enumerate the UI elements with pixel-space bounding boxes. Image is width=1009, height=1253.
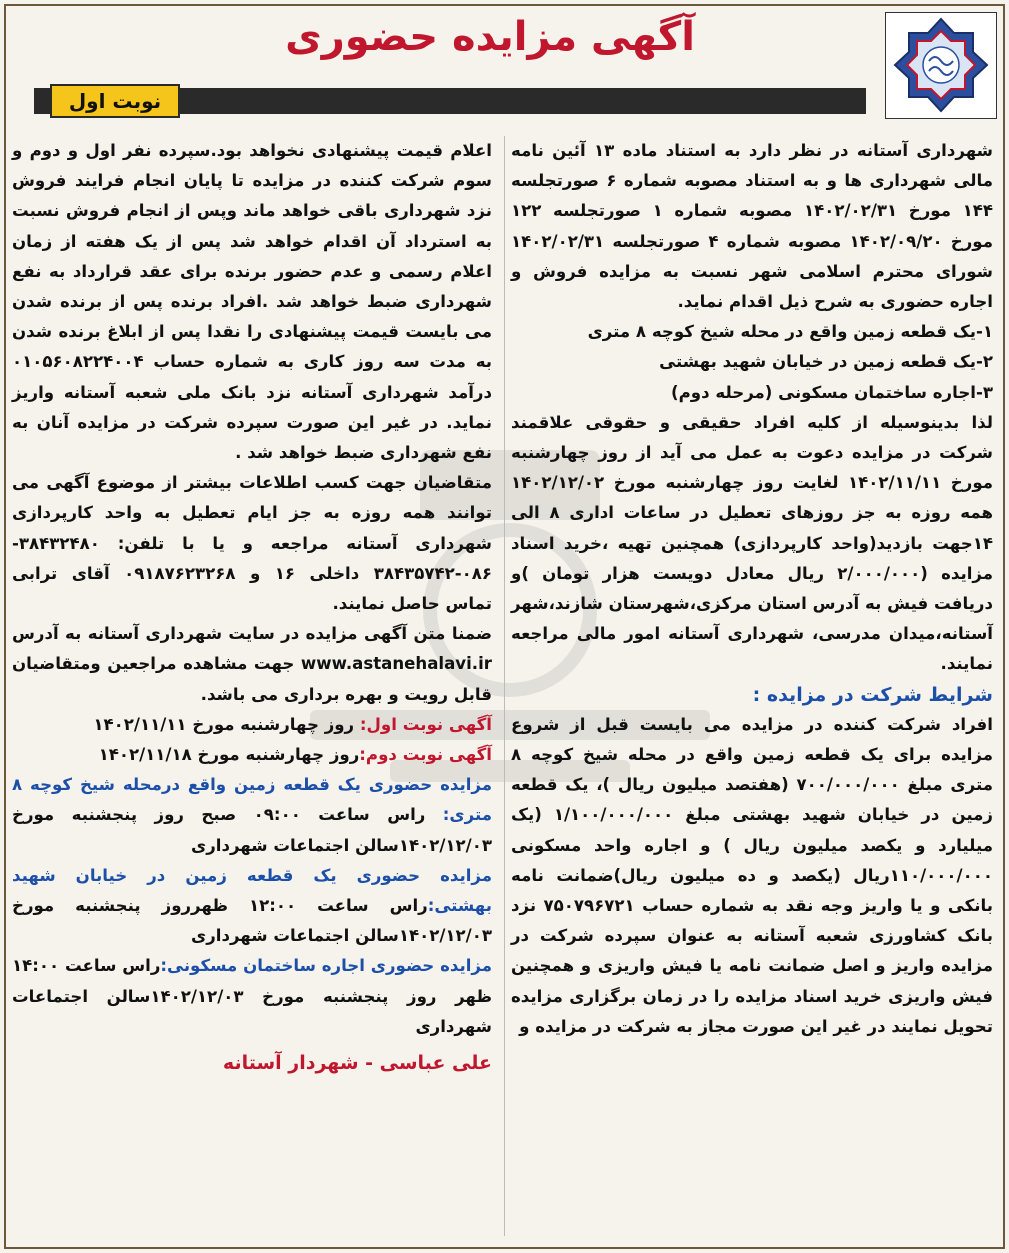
contact-paragraph: متقاضیان جهت کسب اطلاعات بیشتر از موضوع آگهی می توانند همه روزه به جز ایام تعطیل به واحد کارپردازی شهرداری آستانه مراجعه و یا با تلفن: ۳۸۴۳۲۴۸۰- ۰۸۶-۳۸۴۳۵۷۴۲ داخلی ۱۶ و ۰۹۱۸۷۶۲۳۲۶۸ آقای ترابی تماس حاصل نمایند. — [12, 473, 492, 614]
auction-schedule-2-text: راس ساعت ۱۲:۰۰ ظهرروز پنجشنبه مورخ ۱۴۰۲/۱۲/۰۳سالن اجتماعات شهرداری — [12, 896, 492, 946]
notice-first-line — [12, 710, 492, 740]
auction-schedule-3-label: مزایده حضوری اجاره ساختمان مسکونی: — [160, 956, 492, 976]
auction-item-3: ۳-اجاره ساختمان مسکونی (مرحله دوم) — [671, 382, 993, 402]
auction-item-1: ۱-یک قطعه زمین واقع در محله شیخ کوچه ۸ متری — [587, 322, 993, 342]
website-paragraph — [12, 619, 492, 710]
right-column — [511, 136, 993, 1042]
deposit-paragraph: اعلام قیمت پیشنهادی نخواهد بود.سپرده نفر اول و دوم و سوم شرکت کننده در مزایده تا پایان انجام فرایند فروش نزد شهرداری باقی خواهد ماند وپس از انجام فروش نسبت به استرداد آن اقدام خواهد شد پس از یک هفته از زمان اعلام رسمی و عدم حضور برنده برای عقد قرارداد به نفع شهرداری ضبط خواهد شد .افراد برنده پس از برنده شدن می بایست قیمت پیشنهادی را نقدا پس از ابلاغ برنده شدن به مدت سه روز کاری به شماره حساب ۰۱۰۵۶۰۸۲۲۴۰۰۴ درآمد شهرداری آستانه نزد بانک ملی شعبه آستانه واریز نماید. در غیر این صورت سپرده شرکت در مزایده آنان به نفع شهرداری ضبط خواهد شد . — [12, 141, 492, 463]
website-outro: جهت مشاهده مراجعین ومتقاضیان قابل رویت و بهره برداری می باشد. — [12, 654, 492, 704]
column-divider — [504, 136, 505, 1236]
notice-second-line — [12, 740, 492, 770]
auction-schedule-1 — [12, 770, 492, 861]
auction-schedule-3 — [12, 951, 492, 1042]
auction-schedule-3-text: راس ساعت ۱۴:۰۰ ظهر روز پنجشنبه مورخ ۱۴۰۲/۱۲/۰۳سالن اجتماعات شهرداری — [12, 956, 492, 1036]
auction-schedule-2 — [12, 861, 492, 952]
signature: علی عباسی - شهردار آستانه — [222, 1052, 492, 1075]
notice-second-label: آگهی نوبت دوم: — [359, 745, 492, 765]
notice-round-badge: نوبت اول — [50, 84, 180, 118]
intro-paragraph: شهرداری آستانه در نظر دارد به استناد ماده ۱۳ آئین نامه مالی شهرداری ها و به استناد مصوبه شماره ۶ صورتجلسه ۱۴۴ مورخ ۱۴۰۲/۰۲/۳۱ مصوبه شماره ۱ صورتجلسه ۱۲۲ مورخ ۱۴۰۲/۰۹/۲۰ مصوبه شماره ۴ صورتجلسه ۱۴۰۲/۰۲/۳۱ شورای محترم اسلامی شهر نسبت به مزایده فروش و اجاره حضوری به شرح ذیل اقدام نماید. — [511, 141, 993, 312]
notice-second-date: روز چهارشنبه مورخ ۱۴۰۲/۱۱/۱۸ — [98, 745, 360, 765]
invitation-paragraph: لذا بدینوسیله از کلیه افراد حقیقی و حقوقی علاقمند شرکت در مزایده دعوت به عمل می آید از روز چهارشنبه مورخ ۱۴۰۲/۱۱/۱۱ لغایت روز چهارشنبه مورخ ۱۴۰۲/۱۲/۰۲ همه روزه به جز روزهای تعطیل در ساعات اداری ۸ الی ۱۴جهت بازدید(واحد کارپردازی) همچنین تهیه ،خرید اسناد مزایده (۲/۰۰۰/۰۰۰ ریال معادل دویست هزار تومان )و دریافت فیش به آدرس استان مرکزی،شهرستان شازند،شهر آستانه،میدان مدرسی، شهرداری آستانه امور مالی مراجعه نمایند. — [511, 412, 993, 674]
auction-schedule-1-label: مزایده حضوری یک قطعه زمین واقع درمحله شیخ کوچه ۸ متری: — [12, 775, 493, 825]
website-link[interactable]: www.astanehalavi.ir — [300, 654, 492, 674]
conditions-paragraph: افراد شرکت کننده در مزایده می بایست قبل از شروع مزایده برای یک قطعه زمین واقع در محله شیخ کوچه ۸ متری مبلغ ۷۰۰/۰۰۰/۰۰۰ (هفتصد میلیون ریال )، یک قطعه زمین در خیابان شهید بهشتی مبلغ ۱/۱۰۰/۰۰۰/۰۰۰ (یک میلیارد و یکصد میلیون ریال ) و اجاره واحد مسکونی ۱۱۰/۰۰۰/۰۰۰ریال (یکصد و ده میلیون ریال)ضمانت نامه بانکی و یا واریز وجه نقد به شماره حساب ۷۵۰۷۹۶۷۲۱ نزد بانک کشاورزی شعبه آستانه به عنوان سپرده شرکت در مزایده واریز و اصل ضمانت نامه یا فیش واریزی و همچنین فیش واریزی خرید اسناد مزایده را در زمان برگزاری مزایده تحویل نمایند در غیر این صورت مجاز به شرکت در مزایده و — [511, 714, 993, 1036]
notice-first-label: آگهی نوبت اول: — [359, 714, 492, 734]
auction-item-2: ۲-یک قطعه زمین در خیابان شهید بهشتی — [659, 352, 993, 372]
website-intro: ضمنا متن آگهی مزایده در سایت شهرداری آستانه به آدرس — [12, 624, 492, 644]
auction-schedule-2-label: مزایده حضوری یک قطعه زمین در خیابان شهید بهشتی: — [12, 865, 492, 916]
notice-first-date: روز چهارشنبه مورخ ۱۴۰۲/۱۱/۱۱ — [93, 714, 360, 734]
municipality-logo-icon — [885, 12, 997, 119]
auction-schedule-1-text: راس ساعت ۰۹:۰۰ صبح روز پنجشنبه مورخ ۱۴۰۲/۱۲/۰۳سالن اجتماعات شهرداری — [12, 805, 492, 855]
left-column — [12, 136, 492, 1078]
page-title: آگهی مزایده حضوری — [285, 14, 695, 60]
conditions-heading: شرایط شرکت در مزایده : — [752, 683, 993, 706]
